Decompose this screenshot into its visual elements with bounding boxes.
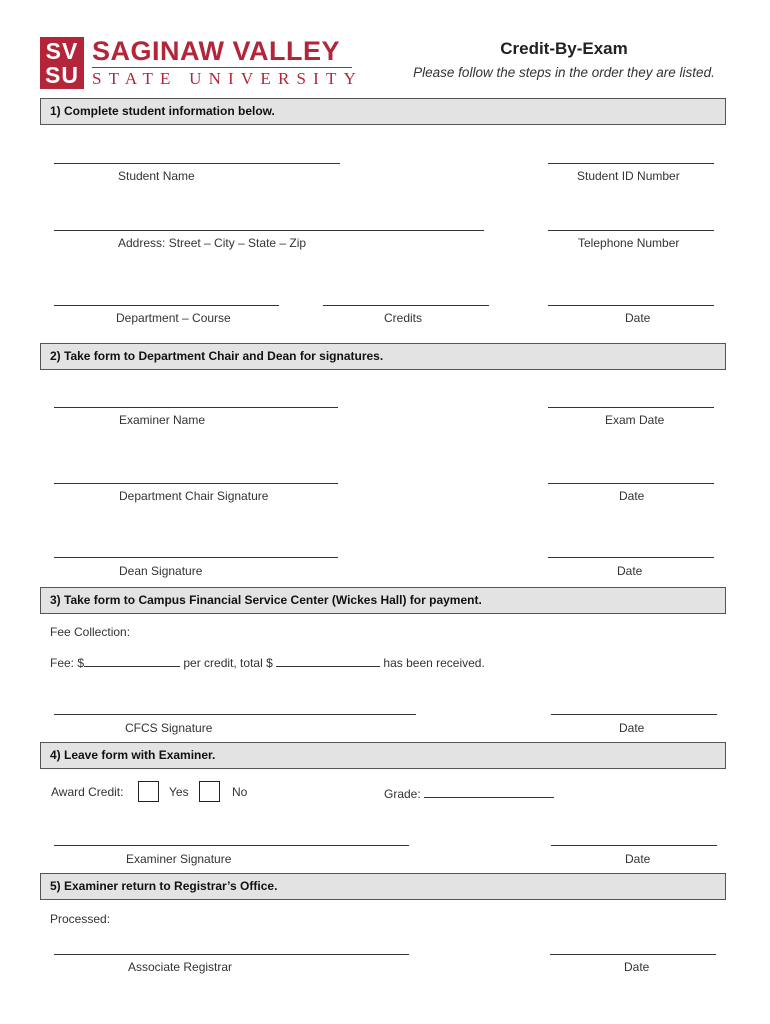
telephone-line[interactable]: [548, 230, 714, 231]
student-id-label: Student ID Number: [577, 169, 680, 183]
exam-date-label: Exam Date: [605, 413, 665, 427]
cfcs-date-line[interactable]: [551, 714, 717, 715]
dean-signature-line[interactable]: [54, 557, 338, 558]
fee-prefix: Fee: $: [50, 656, 85, 670]
chair-signature-line[interactable]: [54, 483, 338, 484]
dean-signature-label: Dean Signature: [119, 564, 203, 578]
telephone-label: Telephone Number: [578, 236, 680, 250]
award-credit-label: Award Credit:: [51, 785, 124, 799]
examiner-date-line[interactable]: [551, 845, 717, 846]
section-1-header: 1) Complete student information below.: [40, 98, 726, 125]
logo-university-name: SAGINAW VALLEY: [92, 36, 341, 66]
logo-university-subtitle: STATE UNIVERSITY: [92, 69, 364, 88]
grade-label: Grade:: [384, 787, 421, 801]
credits-label: Credits: [384, 311, 423, 325]
chair-date-label: Date: [619, 489, 645, 503]
fee-total-blank[interactable]: [276, 654, 380, 667]
grade-blank[interactable]: [424, 785, 554, 798]
examiner-date-label: Date: [625, 852, 651, 866]
student-name-line[interactable]: [54, 163, 340, 164]
examiner-name-label: Examiner Name: [119, 413, 206, 427]
exam-date-line[interactable]: [548, 407, 714, 408]
logo-divider: [92, 67, 352, 68]
section-5-header: 5) Examiner return to Registrar’s Office.: [40, 873, 726, 900]
chair-signature-label: Department Chair Signature: [119, 489, 269, 503]
university-logo-mark: [40, 37, 84, 89]
date-line[interactable]: [548, 305, 714, 306]
processed-label: Processed:: [50, 912, 111, 926]
address-label: Address: Street – City – State – Zip: [118, 236, 307, 250]
award-credit-no-label: No: [232, 785, 248, 799]
dean-date-line[interactable]: [548, 557, 714, 558]
registrar-date-label: Date: [624, 960, 650, 974]
registrar-date-line[interactable]: [550, 954, 716, 955]
form-instructions: Please follow the steps in the order they are listed.: [413, 65, 715, 80]
department-course-label: Department – Course: [116, 311, 231, 325]
form-title: Credit-By-Exam: [500, 39, 628, 58]
section-4-header: 4) Leave form with Examiner.: [40, 742, 726, 769]
examiner-signature-line[interactable]: [54, 845, 409, 846]
award-credit-no-checkbox[interactable]: [199, 781, 220, 802]
cfcs-date-label: Date: [619, 721, 645, 735]
fee-received-text: has been received.: [380, 656, 485, 670]
fee-per-credit-blank[interactable]: [84, 654, 180, 667]
fee-per-credit-text: per credit, total $: [180, 656, 277, 670]
grade-field: [384, 785, 554, 801]
associate-registrar-line[interactable]: [54, 954, 409, 955]
credits-line[interactable]: [323, 305, 489, 306]
department-course-line[interactable]: [54, 305, 279, 306]
fee-line: [50, 654, 485, 670]
section-2-header: 2) Take form to Department Chair and Dean for signatures.: [40, 343, 726, 370]
section-3-header: 3) Take form to Campus Financial Service Center (Wickes Hall) for payment.: [40, 587, 726, 614]
award-credit-yes-checkbox[interactable]: [138, 781, 159, 802]
fee-collection-label: Fee Collection:: [50, 625, 131, 639]
student-name-label: Student Name: [118, 169, 195, 183]
award-credit-yes-label: Yes: [169, 785, 189, 799]
logo-letters-top: SV: [45, 38, 79, 64]
cfcs-signature-label: CFCS Signature: [125, 721, 213, 735]
examiner-signature-label: Examiner Signature: [126, 852, 232, 866]
dean-date-label: Date: [617, 564, 643, 578]
date-label: Date: [625, 311, 651, 325]
address-line[interactable]: [54, 230, 484, 231]
cfcs-signature-line[interactable]: [54, 714, 416, 715]
examiner-name-line[interactable]: [54, 407, 338, 408]
student-id-line[interactable]: [548, 163, 714, 164]
logo-letters-bottom: SU: [45, 62, 79, 88]
associate-registrar-label: Associate Registrar: [128, 960, 233, 974]
chair-date-line[interactable]: [548, 483, 714, 484]
